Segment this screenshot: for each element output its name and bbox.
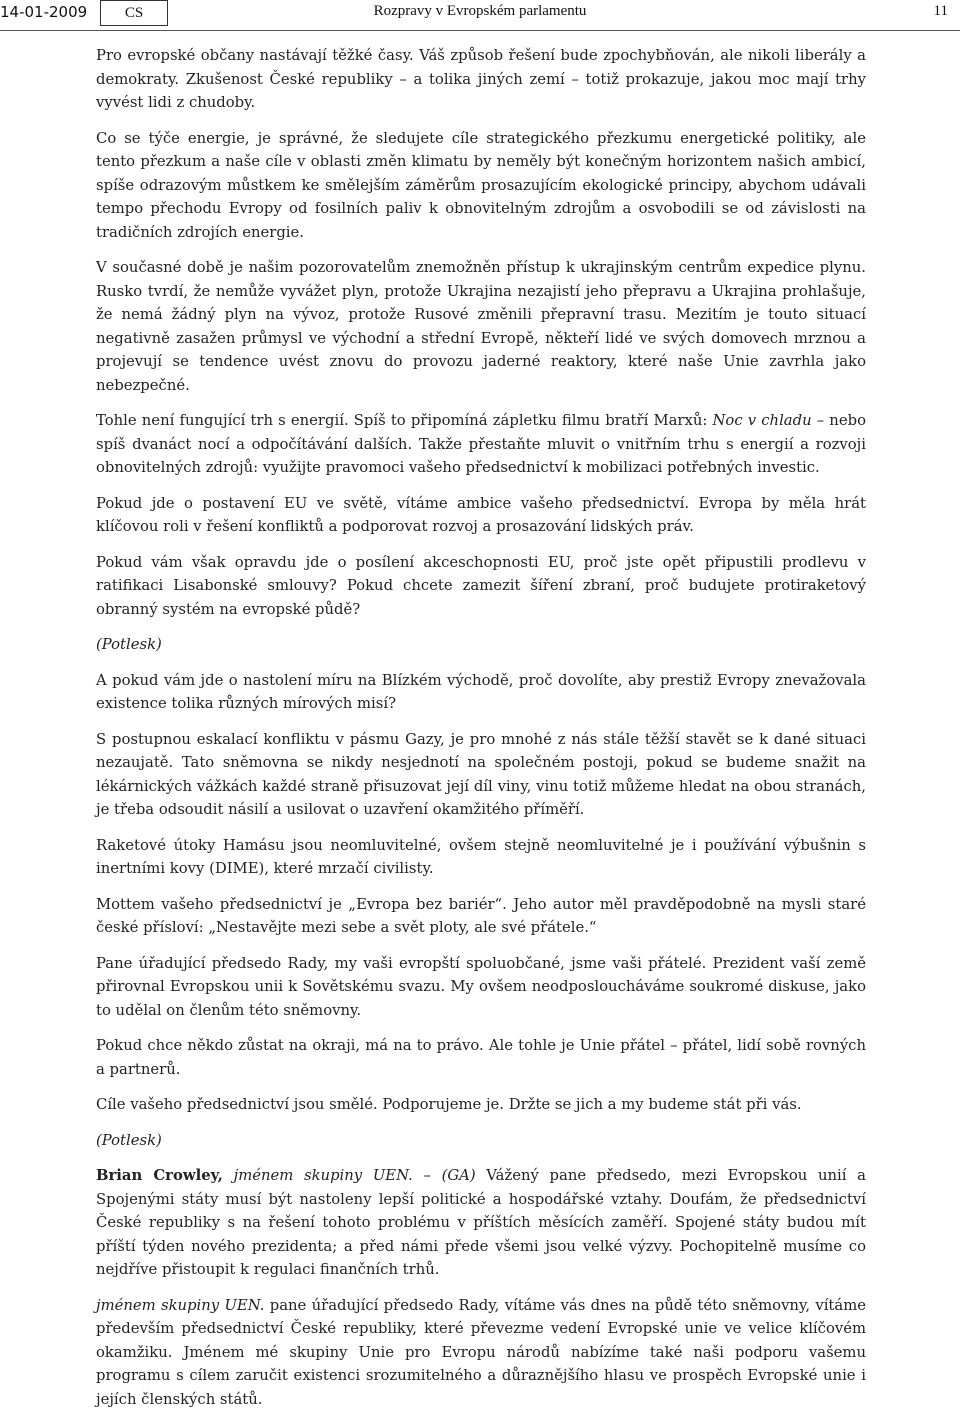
speaker-group: jménem skupiny UEN. [96,1296,265,1314]
speech-text: pane úřadující předsedo Rady, vítáme vás dnes na půdě této sněmovny, vítáme především předsednictví České republiky, které převezme vedení Evropské unie ve velice klíčovém okamžiku. Jménem mé skupiny Unie pro Evropu národů nabízíme také naši podporu vašemu programu s cílem zaručit existenci srozumitelného a důraznějšího hlasu ve prospěch Evropské unie i jejích členských států. [96,1296,866,1408]
applause-note: (Potlesk) [96,1131,162,1149]
paragraph: Co se týče energie, je správné, že sledujete cíle strategického přezkumu energetické politiky, ale tento přezkum a naše cíle v oblasti změn klimatu by neměly být konečným horizontem našich ambicí, spíše odrazovým můstkem ke smělejším záměrům prosazujícím ekologické principy, abychom udávali tempo přechodu Evropy od fosilních paliv k obnovitelným zdrojům a osvobodili se od závislosti na tradičních zdrojích energie. [96,129,866,241]
speech-text: Vážený pane předsedo, mezi Evropskou unií a Spojenými státy musí být nastoleny lepší politické a hospodářské vztahy. Doufám, že předsednictví České republiky s na řešení tohoto problému v příštích měsících zaměří. Spojené státy budou mít příští týden nového prezidenta; a před námi přede všemi jsou velké výzvy. Pochopitelně musíme co nejdříve přistoupit k regulaci finančních trhů. [96,1167,866,1278]
paragraph: Pro evropské občany nastávají těžké časy. Váš způsob řešení bude zpochybňován, ale nikoli liberály a demokraty. Zkušenost České republiky – a tolika jiných zemí – totiž prokazuje, jakou moc mají trhy vyvést lidi z chudoby. [96,47,866,111]
page-header [0,0,960,30]
speech-paragraph [96,1294,866,1412]
paragraph: Cíle vašeho předsednictví jsou smělé. Podporujeme je. Držte se jich a my budeme stát při vás. [96,1096,802,1113]
speech-language: (GA) [441,1167,476,1184]
header-date: 14-01-2009 [0,3,88,21]
paragraph: Pane úřadující předsedo Rady, my vaši evropští spoluobčané, jsme vaši přátelé. Prezident vaší země přirovnal Evropskou unii k Sovětskému svazu. My ovšem neodposloucháváme soukromé diskuse, jako to udělal on členům této sněmovny. [96,954,866,1019]
film-title: Noc v chladu [712,412,812,429]
language-badge: CS [100,0,168,26]
paragraph: Raketové útoky Hamásu jsou neomluvitelné, ovšem stejně neomluvitelné je i používání výbušnin s inertními kovy (DIME), které mrzačí civilisty. [96,836,866,877]
paragraph: Pokud vám však opravdu jde o posílení akceschopnosti EU, proč jste opět připustili prodlevu v ratifikaci Lisabonské smlouvy? Pokud chcete zamezit šíření zbraní, proč budujete protiraketový obranný systém na evropské půdě? [96,553,866,618]
speaker-name: Brian Crowley, [96,1167,223,1184]
paragraph: V současné době je našim pozorovatelům znemožněn přístup k ukrajinským centrům expedice plynu. Rusko tvrdí, že nemůže vyvážet plyn, protože Ukrajina nezajistí jeho přepravu a Ukrajina prohlašuje, že nemá žádný plyn na vývoz, protože Rusové změnili přepravní trasu. Mezitím je touto situací negativně zasažen průmysl ve východní a střední Evropě, někteří lidé ve svých domovech mrznou a projevují se tendence uvést znovu do provozu jaderné reaktory, které naše Unie zavrhla jako nebezpečné. [96,259,866,394]
paragraph: S postupnou eskalací konfliktu v pásmu Gazy, je pro mnohé z nás stále těžší stavět se k dané situaci nezaujatě. Tato sněmovna se nikdy nesjednotí na společném postoji, pokud se budeme snažit na lékárnických vážkách každé straně přisuzovat její díl viny, vinu totiž můžeme hledat na obou stranách, je třeba odsoudit násilí a usilovat o uzavření okamžitého příměří. [96,730,866,818]
speech-paragraph [96,1164,866,1282]
paragraph-text: Tohle není fungující trh s energií. Spíš to připomíná zápletku filmu bratří Marxů: [96,412,713,429]
applause-note: (Potlesk) [96,636,162,653]
speech-dash: – [412,1167,442,1184]
page-number: 11 [933,3,948,19]
header-title: Rozpravy v Evropském parlamentu [373,3,587,19]
document-body [96,44,866,1423]
speaker-group: jménem skupiny UEN. [233,1167,413,1184]
paragraph: A pokud vám jde o nastolení míru na Blízkém východě, proč dovolíte, aby prestiž Evropy znevažovala existence tolika různých mírových misí? [96,671,866,712]
paragraph: Pokud jde o postavení EU ve světě, vítáme ambice vašeho předsednictví. Evropa by měla hrát klíčovou roli v řešení konfliktů a podporovat rozvoj a prosazování lidských práv. [96,494,866,535]
header-rule [0,30,960,31]
paragraph-text: – nebo spíš dvanáct nocí a odpočítávání dalších. Takže přestaňte mluvit o vnitřním trhu s energií a rozvoji obnovitelných zdrojů: využijte pravomoci vašeho předsednictví k mobilizaci potřebných investic. [96,412,866,476]
paragraph: Mottem vašeho předsednictví je „Evropa bez bariér“. Jeho autor měl pravděpodobně na mysli staré české přísloví: „Nestavějte mezi sebe a svět ploty, ale své přátele.“ [96,895,866,936]
paragraph: Pokud chce někdo zůstat na okraji, má na to právo. Ale tohle je Unie přátel – přátel, lidí sobě rovných a partnerů. [96,1037,866,1078]
paragraph [96,409,866,480]
